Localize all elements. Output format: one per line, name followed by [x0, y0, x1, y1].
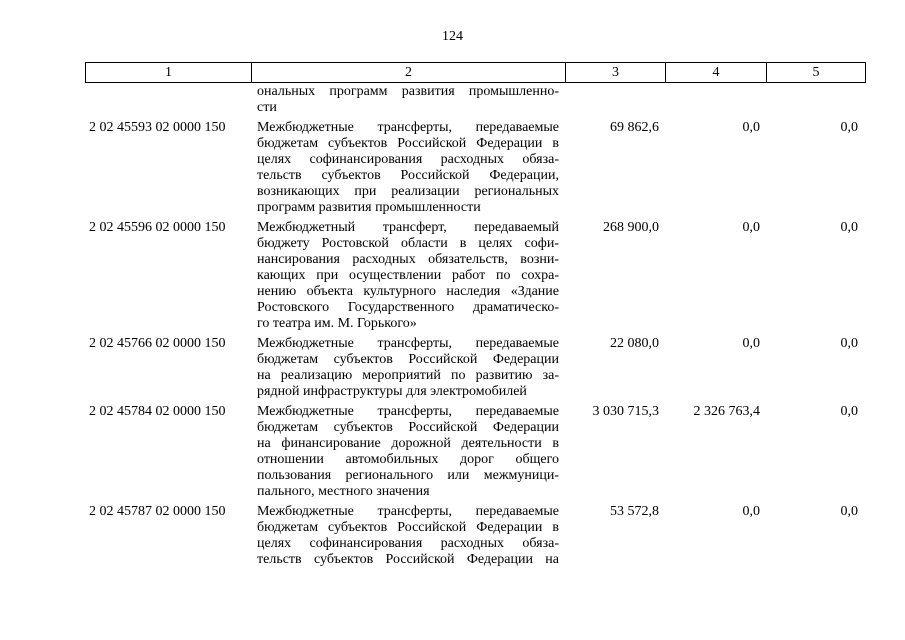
row-value-col4: 0,0: [742, 336, 760, 351]
row-description: [251, 84, 565, 116]
description-line: кающих при осуществлении работ по сохра-: [257, 268, 559, 283]
description-line: отношении автомобильных дорог общего: [257, 452, 559, 467]
description-line: Межбюджетные трансферты, передаваемые: [257, 404, 559, 419]
description-line: бюджетам субъектов Российской Федерации в: [257, 136, 559, 151]
description-line: программ развития промышленности: [257, 200, 481, 215]
description-line: Межбюджетные трансферты, передаваемые: [257, 504, 559, 519]
description-line: нению объекта культурного наследия «Здание: [257, 284, 559, 299]
table-row: [85, 120, 866, 216]
description-line: целях софинансирования расходных обяза-: [257, 152, 559, 167]
header-col-5: 5: [812, 64, 820, 80]
description-line: нансирования расходных обязательств, возни-: [257, 252, 559, 267]
description-line: Межбюджетный трансферт, передаваемый: [257, 220, 559, 235]
description-line: сти: [257, 100, 277, 115]
row-value-col5: 0,0: [840, 404, 858, 419]
description-line: пользования регионального или межмуници-: [257, 468, 559, 483]
row-code: 2 02 45593 02 0000 150: [89, 120, 226, 135]
row-description: [251, 220, 565, 332]
row-description: [251, 336, 565, 400]
row-value-col3: 268 900,0: [603, 220, 659, 235]
description-line: Межбюджетные трансферты, передаваемые: [257, 120, 559, 135]
table-body: [85, 84, 866, 568]
row-value-col3: 53 572,8: [610, 504, 659, 519]
row-value-col3: 3 030 715,3: [592, 404, 659, 419]
row-code: 2 02 45596 02 0000 150: [89, 220, 226, 235]
description-line: тельств субъектов Российской Федерации,: [257, 168, 559, 183]
row-value-col5: 0,0: [840, 220, 858, 235]
header-col-4: 4: [666, 63, 767, 82]
description-line: тельств субъектов Российской Федерации на: [257, 552, 559, 567]
row-value-col4: 2 326 763,4: [693, 404, 760, 419]
row-value-col5: 0,0: [840, 504, 858, 519]
row-description: [251, 404, 565, 500]
row-value-col4: 0,0: [742, 504, 760, 519]
row-code: 2 02 45784 02 0000 150: [89, 404, 226, 419]
table-row: [85, 504, 866, 568]
table-row: [85, 404, 866, 500]
description-line: целях софинансирования расходных обяза-: [257, 536, 559, 551]
description-line: рядной инфраструктуры для электромобилей: [257, 384, 527, 399]
row-value-col3: 69 862,6: [610, 120, 659, 135]
description-line: бюджетам субъектов Российской Федерации: [257, 352, 559, 367]
row-value-col5: 0,0: [840, 336, 858, 351]
table-header: [85, 62, 866, 83]
description-line: Межбюджетные трансферты, передаваемые: [257, 336, 559, 351]
table-row: [85, 336, 866, 400]
description-line: ональных программ развития промышленно-: [257, 84, 559, 99]
row-description: [251, 504, 565, 568]
description-line: бюджетам субъектов Российской Федерации: [257, 420, 559, 435]
description-line: го театра им. М. Горького»: [257, 316, 417, 331]
row-description: [251, 120, 565, 216]
description-line: пального, местного значения: [257, 484, 430, 499]
row-value-col3: 22 080,0: [610, 336, 659, 351]
table-row: [85, 84, 866, 116]
row-code: 2 02 45766 02 0000 150: [89, 336, 226, 351]
description-line: бюджетам субъектов Российской Федерации в: [257, 520, 559, 535]
header-col-3: 3: [566, 63, 666, 82]
table-row: [85, 220, 866, 332]
description-line: на реализацию мероприятий по развитию за-: [257, 368, 559, 383]
header-col-1: 1: [86, 63, 252, 82]
header-col-2: 2: [252, 63, 566, 82]
description-line: на финансирование дорожной деятельности в: [257, 436, 559, 451]
row-value-col5: 0,0: [840, 120, 858, 135]
description-line: возникающих при реализации региональных: [257, 184, 559, 199]
row-code: 2 02 45787 02 0000 150: [89, 504, 226, 519]
description-line: Ростовского Государственного драматическо-: [257, 300, 559, 315]
description-line: бюджету Ростовской области в целях софи-: [257, 236, 559, 251]
row-value-col4: 0,0: [742, 120, 760, 135]
row-value-col4: 0,0: [742, 220, 760, 235]
page-number: 124: [442, 29, 463, 44]
